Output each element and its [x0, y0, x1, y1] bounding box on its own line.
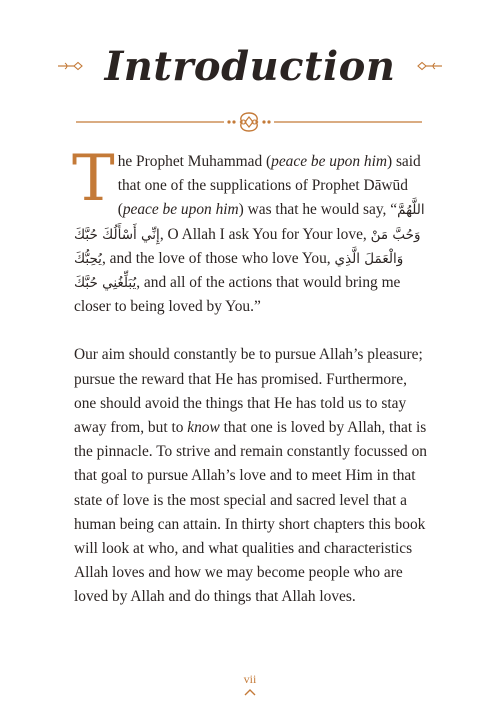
- text-segment: that one is loved by Allah, that is the pinnacle. To strive and remain constantly focussed on that goal to pursue Allah’s love and to meet Him in that state of love is the most special and sacred level that a human being can attain. In thirty short chapters this book will look at who, and what qualities and characteristics Allah loves and how we may become people who are loved by Allah and do things that Allah loves.: [74, 419, 427, 606]
- honorific: peace be upon him: [122, 201, 239, 219]
- emphasis: know: [187, 419, 220, 437]
- flourish-left-icon: [57, 60, 83, 72]
- paragraph-2: [74, 343, 430, 609]
- text-segment: , and all of the actions that would bring me closer to being loved by You.”: [74, 274, 401, 316]
- ornament-icon: [76, 110, 422, 134]
- honorific: peace be upon him: [271, 153, 387, 170]
- paragraph-1: [72, 142, 430, 319]
- page-title: Introduction: [104, 42, 396, 90]
- page-number: vii: [243, 672, 257, 686]
- text-segment: he Prophet Muhammad (: [117, 153, 272, 170]
- body-text: [72, 142, 430, 610]
- arabic-phrase-2: وَحُبَّ مَنْ يُحِبُّكَ: [74, 226, 421, 267]
- title-row: [0, 36, 500, 96]
- arabic-phrase-3: وَالْعَمَلَ الَّذِي يُبَلِّغُنِي حُبَّكَ: [74, 250, 404, 292]
- text-segment: ) said that one of the supplications of Prophet Dāwūd (: [117, 153, 421, 219]
- flourish-right-icon: [417, 60, 443, 72]
- text-segment: , O Allah I ask You for Your love,: [159, 225, 371, 243]
- text-segment: ) was that he would say, “: [238, 201, 398, 219]
- arabic-phrase-1: اللَّهُمَّ إِنِّي أَسْأَلُكَ حُبَّكَ: [74, 202, 425, 243]
- drop-cap: T: [72, 142, 115, 216]
- text-segment: , and the love of those who love You,: [101, 249, 335, 267]
- text-segment: Our aim should constantly be to pursue Allah’s pleasure; pursue the reward that He has promised. Furthermore, one should avoid the things that He has told us to stay away from, but to: [74, 346, 423, 437]
- chevron-up-icon: [244, 688, 256, 696]
